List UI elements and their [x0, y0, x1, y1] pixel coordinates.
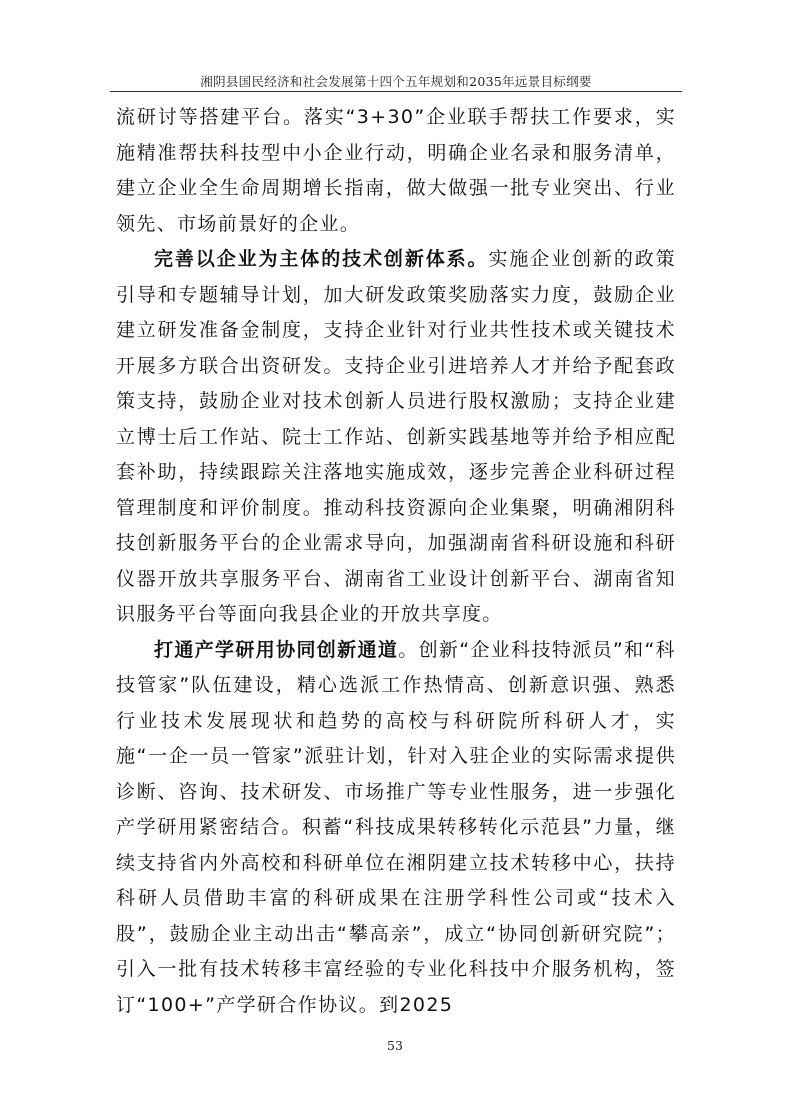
paragraph-text: 实施企业创新的政策引导和专题辅导计划，加大研发政策奖励落实力度，鼓励企业建立研发准备金制度，支持企业针对行业共性技术或关键技术开展多方联合出资研发。支持企业引进培养人才并给予配套政策支持，鼓励企业对技术创新人员进行股权激励；支持企业建立博士后工作站、院士工作站、创新实践基地等并给予相应配套补助，持续跟踪关注落地实施成效，逐步完善企业科研过程管理制度和评价制度。推动科技资源向企业集聚，明确湘阴科技创新服务平台的企业需求导向，加强湖南省科研设施和科研仪器开放共享服务平台、湖南省工业设计创新平台、湖南省知识服务平台等面向我县企业的开放共享度。 [116, 248, 676, 625]
paragraph-continued [116, 100, 676, 242]
page-number: 53 [387, 1038, 403, 1053]
paragraph-heading: 完善以企业为主体的技术创新体系。 [154, 248, 489, 270]
paragraph-industry-academia-channel [116, 633, 676, 1024]
paragraph-tech-innovation-system [116, 242, 676, 633]
paragraph-text: 流研讨等搭建平台。落实“3+30”企业联手帮扶工作要求，实施精准帮扶科技型中小企业行动，明确企业名录和服务清单，建立企业全生命周期增长指南，做大做强一批专业突出、行业领先、市场前景好的企业。 [116, 106, 676, 235]
running-header: 湘阴县国民经济和社会发展第十四个五年规划和2035年远景目标纲要 [200, 74, 592, 89]
paragraph-heading: 打通产学研用协同创新通道 [154, 638, 399, 661]
body-text [116, 100, 676, 1023]
header-divider [110, 91, 682, 92]
paragraph-text: 。创新“企业科技特派员”和“科技管家”队伍建设，精心选派工作热情高、创新意识强、熟悉行业技术发展现状和趋势的高校与科研院所科研人才，实施“一企一员一管家”派驻计划，针对入驻企业的实际需求提供诊断、咨询、技术研发、市场推广等专业性服务，进一步强化产学研用紧密结合。积蓄“科技成果转移转化示范县”力量，继续支持省内外高校和科研单位在湘阴建立技术转移中心，扶持科研人员借助丰富的科研成果在注册学科性公司或“技术入股”，鼓励企业主动出击“攀高亲”，成立“协同创新研究院”；引入一批有技术转移丰富经验的专业化科技中介服务机构，签订“100+”产学研合作协议。到2025 [116, 638, 677, 1016]
